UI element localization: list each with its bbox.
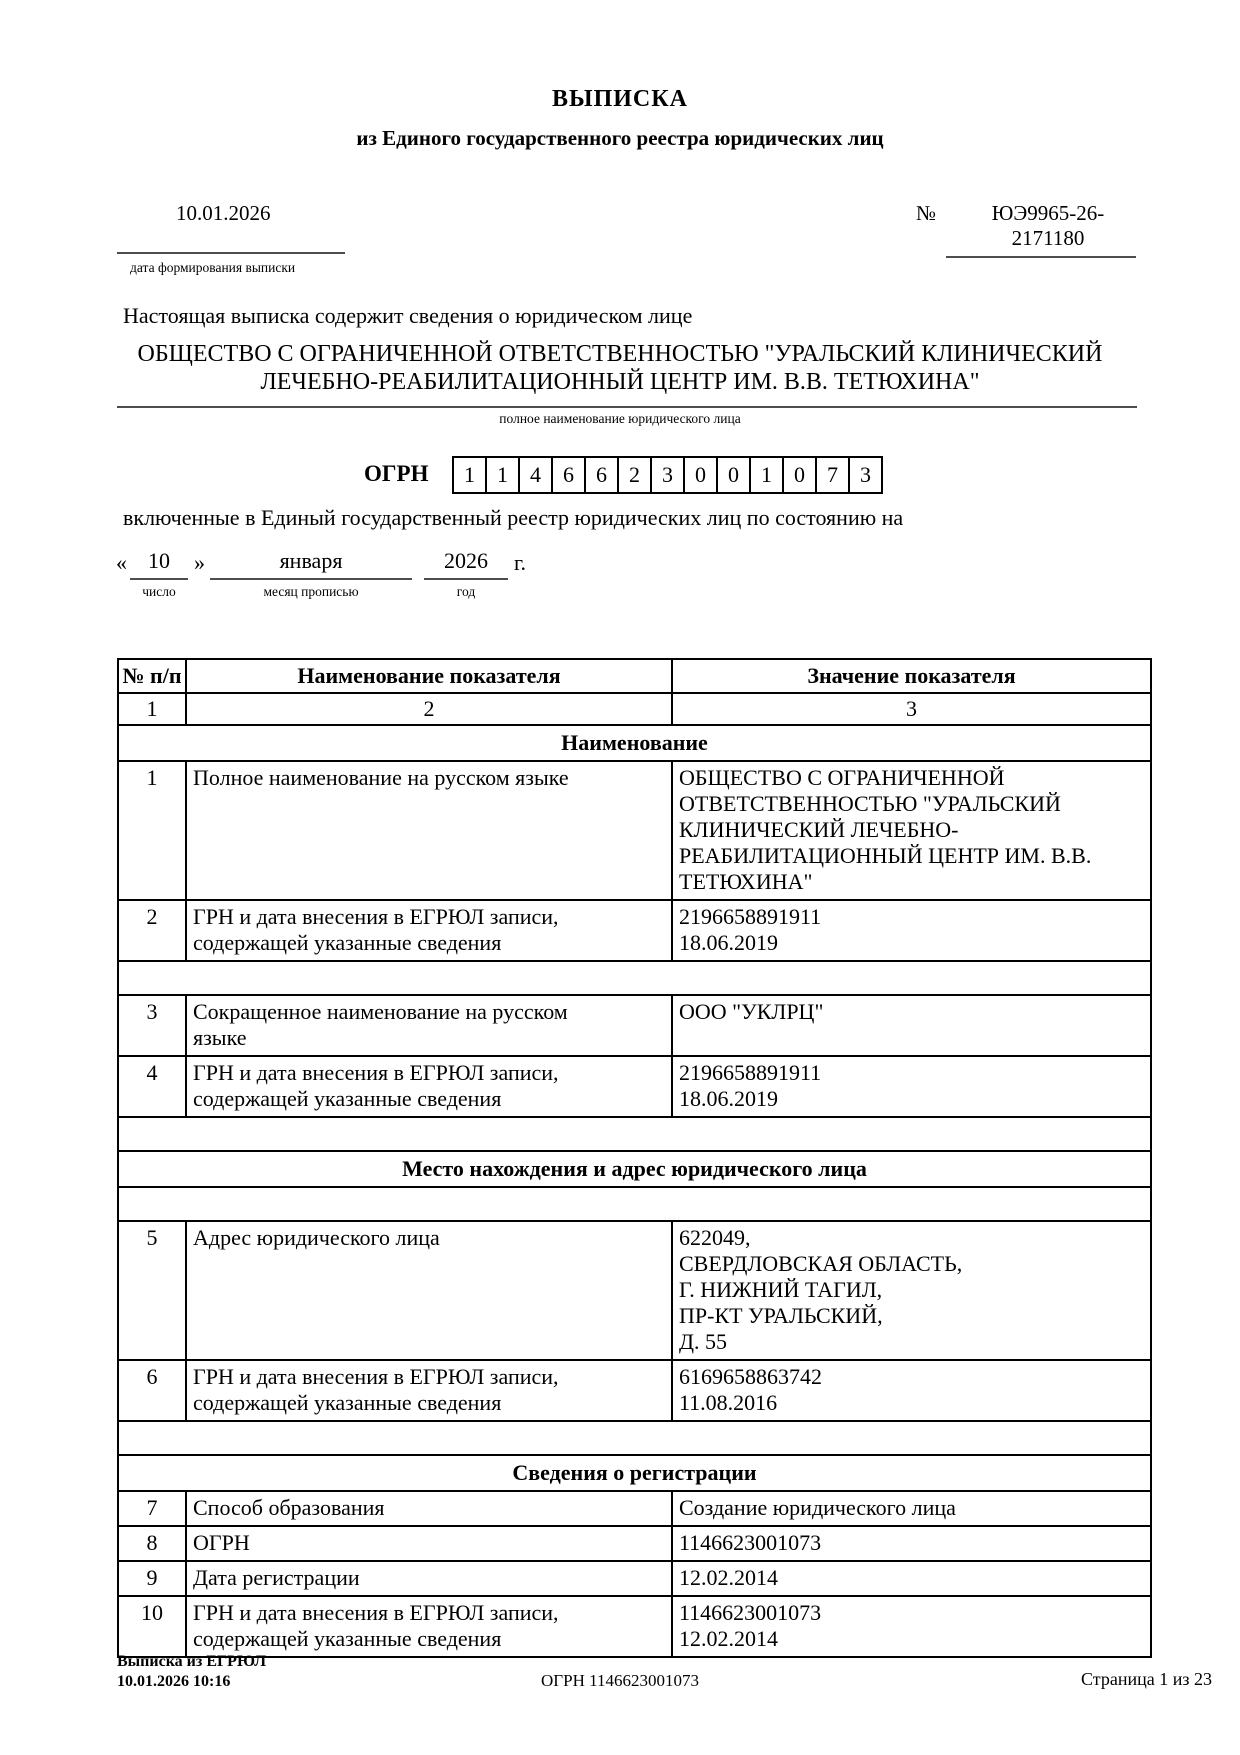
date-month: января — [210, 548, 412, 580]
section-row — [118, 1151, 1151, 1187]
col-number-cell: 3 — [672, 693, 1151, 725]
row-value-cell: Создание юридического лица — [672, 1491, 1151, 1526]
company-rule — [117, 406, 1137, 408]
ogrn-digit-cell: 3 — [650, 456, 685, 494]
header-name-cell: Наименование показателя — [186, 659, 672, 693]
header-num-cell: № п/п — [118, 659, 186, 693]
col-number-cell: 2 — [186, 693, 672, 725]
row-name-cell: ГРН и дата внесения в ЕГРЮЛ записи, содержащей указанные сведения — [186, 900, 672, 961]
form-date: 10.01.2026 — [176, 201, 271, 225]
number-value: ЮЭ9965-26-2171180 — [991, 201, 1105, 250]
data-row — [118, 1360, 1151, 1421]
intro-text: Настоящая выписка содержит сведения о юридическом лице — [123, 303, 693, 328]
number-label: № — [916, 201, 937, 225]
included-text: включенные в Единый государственный реестр юридических лиц по состоянию на — [123, 505, 904, 530]
data-row — [118, 1056, 1151, 1117]
data-row — [118, 761, 1151, 900]
spacer-row — [118, 961, 1151, 995]
row-name-cell: Полное наименование на русском языке — [186, 761, 672, 900]
date-month-caption: месяц прописью — [263, 584, 359, 599]
row-name-cell: Способ образования — [186, 1491, 672, 1526]
row-name-cell: Адрес юридического лица — [186, 1221, 672, 1360]
row-value-cell: ООО "УКЛРЦ" — [672, 995, 1151, 1056]
row-name-cell: ГРН и дата внесения в ЕГРЮЛ записи, содержащей указанные сведения — [186, 1360, 672, 1421]
ogrn-digit-cell: 1 — [749, 456, 784, 494]
row-number-cell: 7 — [118, 1491, 186, 1526]
company-caption: полное наименование юридического лица — [499, 411, 741, 426]
page-subtitle: из Единого государственного реестра юридических лиц — [356, 126, 884, 150]
date-year-caption: год — [456, 584, 476, 599]
row-value-cell: 1146623001073 12.02.2014 — [672, 1596, 1151, 1657]
row-name-cell: ОГРН — [186, 1526, 672, 1561]
date-day: 10 — [130, 548, 188, 580]
form-date-caption: дата формирования выписки — [130, 260, 296, 275]
ogrn-digit-cell: 6 — [584, 456, 619, 494]
row-number-cell: 9 — [118, 1561, 186, 1596]
spacer-cell — [118, 1117, 1151, 1151]
row-value-cell: 12.02.2014 — [672, 1561, 1151, 1596]
data-row — [118, 1526, 1151, 1561]
section-row — [118, 725, 1151, 761]
row-name-cell: Дата регистрации — [186, 1561, 672, 1596]
footer-datetime: 10.01.2026 10:16 — [117, 1673, 231, 1690]
number-rule — [946, 256, 1136, 258]
section-row — [118, 1455, 1151, 1491]
footer-ogrn: ОГРН 1146623001073 — [541, 1671, 699, 1690]
data-row — [118, 1596, 1151, 1657]
row-value-cell: 6169658863742 11.08.2016 — [672, 1360, 1151, 1421]
row-number-cell: 1 — [118, 761, 186, 900]
date-day-quote-open: « — [116, 550, 127, 575]
ogrn-digit-cell: 0 — [782, 456, 817, 494]
date-day-quote-close: » — [194, 550, 205, 575]
spacer-cell — [118, 1421, 1151, 1455]
data-row — [118, 1221, 1151, 1360]
row-number-cell: 2 — [118, 900, 186, 961]
spacer-row — [118, 1421, 1151, 1455]
page-title: ВЫПИСКА — [552, 86, 688, 112]
spacer-cell — [118, 1187, 1151, 1221]
footer-page-number: Страница 1 из 23 — [1081, 1669, 1212, 1689]
row-name-cell: ГРН и дата внесения в ЕГРЮЛ записи, содержащей указанные сведения — [186, 1596, 672, 1657]
table-header-row — [118, 659, 1151, 693]
row-name-cell: ГРН и дата внесения в ЕГРЮЛ записи, содержащей указанные сведения — [186, 1056, 672, 1117]
ogrn-digit-cell: 1 — [452, 456, 487, 494]
col-number-cell: 1 — [118, 693, 186, 725]
data-row — [118, 1491, 1151, 1526]
data-row — [118, 995, 1151, 1056]
date-day-caption: число — [142, 584, 176, 599]
row-value-cell: 2196658891911 18.06.2019 — [672, 1056, 1151, 1117]
ogrn-digit-cell: 1 — [485, 456, 520, 494]
row-value-cell: 622049, СВЕРДЛОВСКАЯ ОБЛАСТЬ, Г. НИЖНИЙ ТАГИЛ, ПР-КТ УРАЛЬСКИЙ, Д. 55 — [672, 1221, 1151, 1360]
row-number-cell: 5 — [118, 1221, 186, 1360]
ogrn-digit-cell: 2 — [617, 456, 652, 494]
row-number-cell: 4 — [118, 1056, 186, 1117]
row-number-cell: 6 — [118, 1360, 186, 1421]
ogrn-box-row — [452, 456, 883, 494]
date-year-suffix: г. — [514, 550, 527, 575]
ogrn-label: ОГРН — [364, 461, 429, 486]
footer-doc-type: Выписка из ЕГРЮЛ — [117, 1653, 267, 1670]
section-title: Место нахождения и адрес юридического лица — [118, 1151, 1151, 1187]
table-col-number-row — [118, 693, 1151, 725]
ogrn-digit-cell: 6 — [551, 456, 586, 494]
row-number-cell: 10 — [118, 1596, 186, 1657]
spacer-row — [118, 1187, 1151, 1221]
ogrn-digit-cell: 4 — [518, 456, 553, 494]
header-value-cell: Значение показателя — [672, 659, 1151, 693]
row-name-cell: Сокращенное наименование на русском языке — [186, 995, 672, 1056]
data-row — [118, 900, 1151, 961]
section-title: Сведения о регистрации — [118, 1455, 1151, 1491]
row-value-cell: ОБЩЕСТВО С ОГРАНИЧЕННОЙ ОТВЕТСТВЕННОСТЬЮ "УРАЛЬСКИЙ КЛИНИЧЕСКИЙ ЛЕЧЕБНО- РЕАБИЛИТАЦИОННЫЙ ЦЕНТР ИМ. В.В. ТЕТЮХИНА" — [672, 761, 1151, 900]
row-number-cell: 8 — [118, 1526, 186, 1561]
section-title: Наименование — [118, 725, 1151, 761]
data-row — [118, 1561, 1151, 1596]
spacer-cell — [118, 961, 1151, 995]
form-date-rule — [117, 252, 345, 254]
row-value-cell: 2196658891911 18.06.2019 — [672, 900, 1151, 961]
ogrn-digit-cell: 3 — [848, 456, 883, 494]
ogrn-digit-cell: 0 — [683, 456, 718, 494]
ogrn-digit-cell: 0 — [716, 456, 751, 494]
spacer-row — [118, 1117, 1151, 1151]
company-name: ОБЩЕСТВО С ОГРАНИЧЕННОЙ ОТВЕТСТВЕННОСТЬЮ "УРАЛЬСКИЙ КЛИНИЧЕСКИЙ ЛЕЧЕБНО-РЕАБИЛИТАЦИОННЫЙ ЦЕНТР ИМ. В.В. ТЕТЮХИНА" — [137, 341, 1103, 395]
date-year: 2026 — [424, 548, 508, 580]
row-value-cell: 1146623001073 — [672, 1526, 1151, 1561]
ogrn-digit-cell: 7 — [815, 456, 850, 494]
row-number-cell: 3 — [118, 995, 186, 1056]
registry-table — [117, 658, 1152, 1658]
